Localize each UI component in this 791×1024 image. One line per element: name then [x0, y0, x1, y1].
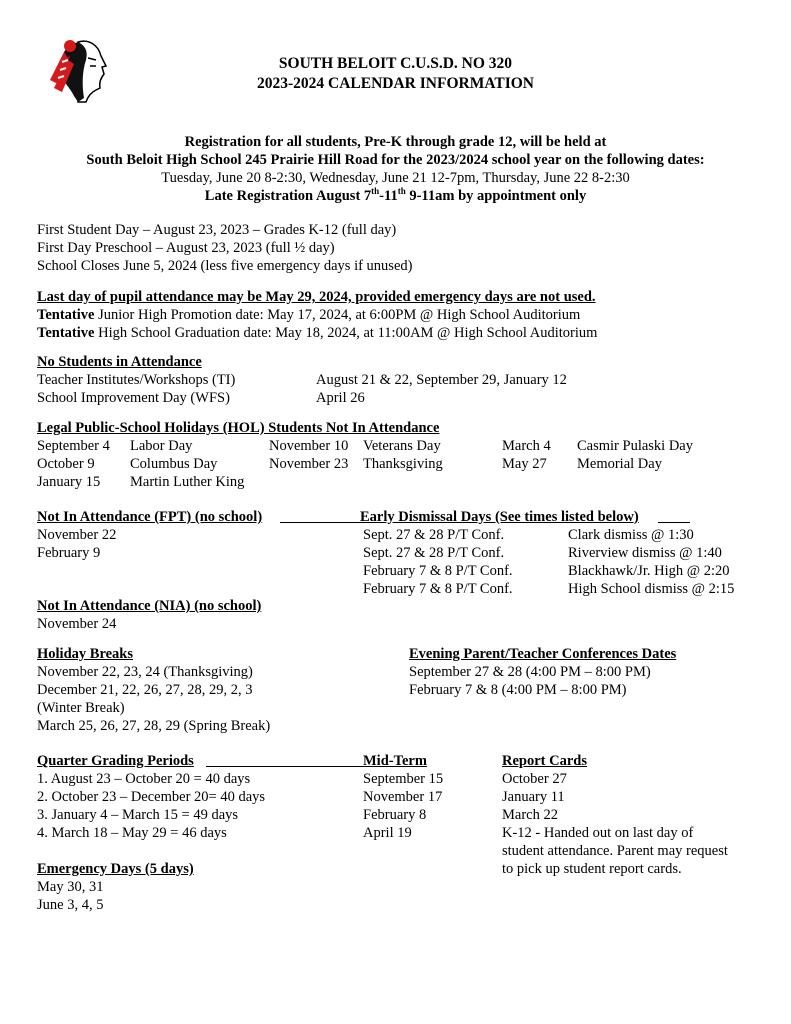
early-dismissal-heading: Early Dismissal Days (See times listed below)	[360, 509, 639, 525]
ti-label: Teacher Institutes/Workshops (TI)	[37, 372, 236, 388]
early-dismissal-heading-rule	[658, 522, 690, 523]
emergency-date: June 3, 4, 5	[37, 897, 104, 913]
holiday-break-line: November 22, 23, 24 (Thanksgiving)	[37, 664, 253, 680]
district-title: SOUTH BELOIT C.U.S.D. NO 320	[278, 55, 513, 72]
jh-promotion	[37, 306, 580, 324]
late-registration-sup-2: th	[397, 186, 406, 197]
midterm-date: September 15	[363, 771, 444, 787]
midterm-date: February 8	[363, 807, 427, 823]
jh-promotion-text: Junior High Promotion date: May 17, 2024, at 6:00PM @ High School Auditorium	[94, 307, 581, 323]
holiday-date: November 23	[269, 456, 349, 472]
nia-date: November 24	[37, 616, 117, 632]
calendar-title: 2023-2024 CALENDAR INFORMATION	[257, 75, 534, 92]
midterm-heading: Mid-Term	[363, 753, 427, 769]
holiday-date: May 27	[502, 456, 547, 472]
holiday-date: March 4	[502, 438, 551, 454]
quarter-heading: Quarter Grading Periods	[37, 753, 194, 769]
holiday-name: Veterans Day	[363, 438, 441, 454]
dismissal-detail: Riverview dismiss @ 1:40	[568, 545, 722, 561]
conference-date: September 27 & 28 (4:00 PM – 8:00 PM)	[409, 664, 651, 680]
holiday-name: Columbus Day	[130, 456, 218, 472]
ti-dates: August 21 & 22, September 29, January 12	[316, 372, 567, 388]
fpt-heading: Not In Attendance (FPT) (no school)	[37, 509, 263, 525]
dismissal-day: Sept. 27 & 28 P/T Conf.	[363, 545, 505, 561]
late-registration-part-a: Late Registration August 7	[204, 188, 372, 204]
jh-tentative-label: Tentative	[37, 307, 95, 323]
holiday-name: Martin Luther King	[130, 474, 245, 490]
holiday-name: Labor Day	[130, 438, 193, 454]
report-card-date: March 22	[502, 807, 558, 823]
quarter-period: 4. March 18 – May 29 = 46 days	[37, 825, 227, 841]
quarter-period: 3. January 4 – March 15 = 49 days	[37, 807, 239, 823]
dismissal-day: Sept. 27 & 28 P/T Conf.	[363, 527, 505, 543]
report-card-date: October 27	[502, 771, 567, 787]
hs-tentative-label: Tentative	[37, 325, 95, 341]
report-card-note: K-12 - Handed out on last day of	[502, 825, 694, 841]
late-registration-sup-1: th	[371, 186, 380, 197]
dismissal-detail: High School dismiss @ 2:15	[568, 581, 735, 597]
wfs-date: April 26	[316, 390, 365, 406]
holiday-break-line: (Winter Break)	[37, 700, 125, 716]
late-registration	[0, 187, 791, 205]
quarter-period: 2. October 23 – December 20= 40 days	[37, 789, 266, 805]
dismissal-day: February 7 & 8 P/T Conf.	[363, 563, 513, 579]
hs-graduation-text: High School Graduation date: May 18, 2024, at 11:00AM @ High School Auditorium	[94, 325, 598, 341]
midterm-date: April 19	[363, 825, 412, 841]
holiday-date: October 9	[37, 456, 95, 472]
first-student-day: First Student Day – August 23, 2023 – Grades K-12 (full day)	[37, 222, 397, 238]
registration-line-1: Registration for all students, Pre-K through grade 12, will be held at	[184, 134, 607, 150]
fpt-date: November 22	[37, 527, 117, 543]
holiday-breaks-heading: Holiday Breaks	[37, 646, 134, 662]
dismissal-detail: Blackhawk/Jr. High @ 2:20	[568, 563, 730, 579]
holiday-date: November 10	[269, 438, 349, 454]
report-cards-heading: Report Cards	[502, 753, 587, 769]
dismissal-day: February 7 & 8 P/T Conf.	[363, 581, 513, 597]
quarter-heading-rule	[206, 766, 363, 767]
registration-line-2: South Beloit High School 245 Prairie Hill Road for the 2023/2024 school year on the following dates:	[86, 152, 705, 168]
emergency-heading: Emergency Days (5 days)	[37, 861, 194, 877]
conference-date: February 7 & 8 (4:00 PM – 8:00 PM)	[409, 682, 627, 698]
last-day-heading: Last day of pupil attendance may be May 29, 2024, provided emergency days are not used.	[37, 289, 596, 305]
conferences-heading: Evening Parent/Teacher Conferences Dates	[409, 646, 677, 662]
holidays-heading: Legal Public-School Holidays (HOL) Students Not In Attendance	[37, 420, 440, 436]
report-card-date: January 11	[502, 789, 565, 805]
school-closes: School Closes June 5, 2024 (less five emergency days if unused)	[37, 258, 413, 274]
holiday-date: September 4	[37, 438, 110, 454]
holiday-date: January 15	[37, 474, 101, 490]
first-day-preschool: First Day Preschool – August 23, 2023 (full ½ day)	[37, 240, 335, 256]
midterm-date: November 17	[363, 789, 443, 805]
wfs-label: School Improvement Day (WFS)	[37, 390, 230, 406]
dismissal-detail: Clark dismiss @ 1:30	[568, 527, 694, 543]
report-card-note: student attendance. Parent may request	[502, 843, 728, 859]
late-registration-part-b: -11	[379, 188, 398, 204]
registration-dates: Tuesday, June 20 8-2:30, Wednesday, June 21 12-7pm, Thursday, June 22 8-2:30	[161, 170, 630, 186]
report-card-note: to pick up student report cards.	[502, 861, 682, 877]
holiday-name: Casmir Pulaski Day	[577, 438, 693, 454]
fpt-heading-rule	[280, 522, 360, 523]
quarter-period: 1. August 23 – October 20 = 40 days	[37, 771, 251, 787]
no-students-heading: No Students in Attendance	[37, 354, 202, 370]
holiday-break-line: March 25, 26, 27, 28, 29 (Spring Break)	[37, 718, 271, 734]
holiday-name: Thanksgiving	[363, 456, 443, 472]
emergency-date: May 30, 31	[37, 879, 104, 895]
hs-graduation	[37, 324, 597, 342]
holiday-break-line: December 21, 22, 26, 27, 28, 29, 2, 3	[37, 682, 253, 698]
holiday-name: Memorial Day	[577, 456, 662, 472]
fpt-date: February 9	[37, 545, 101, 561]
nia-heading: Not In Attendance (NIA) (no school)	[37, 598, 262, 614]
late-registration-part-c: 9-11am by appointment only	[405, 188, 587, 204]
